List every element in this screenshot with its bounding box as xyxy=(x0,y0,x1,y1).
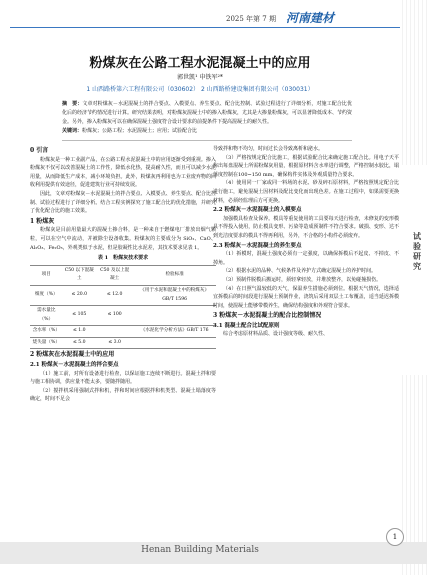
paragraph: （1）施工前，对所有设备进行检查，以保证施工连续不断进行。混凝土拌和要与施工相协调，供应量不能太多，要随拌随用。 xyxy=(30,370,216,386)
header-rule xyxy=(10,27,400,28)
table-cell xyxy=(96,326,133,338)
table-row xyxy=(30,306,216,326)
table-header-cell: 检验标准 xyxy=(133,265,216,285)
table-cell: 需水量比（%） xyxy=(30,306,63,326)
table-header-cell: C50 及以上混凝土 xyxy=(96,265,133,285)
issue-label: 2025 年第 7 期 xyxy=(226,15,276,23)
table-cell: 细度（%） xyxy=(30,285,63,305)
paragraph: （1）拆模时，混凝土强度必须有一定强度，以确保拆模后不起皮、不掉皮、不掉角。 xyxy=(213,251,399,266)
table-row xyxy=(30,337,216,349)
section-heading: 0 引言 xyxy=(30,147,49,154)
table-cell: ≤ 3.0 xyxy=(96,337,133,349)
journal-name: 河南建材 xyxy=(286,11,335,25)
table-cell: 含水率（%） xyxy=(30,326,63,338)
table-cell: ≤ 1.0 xyxy=(63,326,96,338)
paragraph: （3）严格按规定配合比施工，根据试验配合比来确定施工配合比。用电子天平称出每盘混凝土所需粉煤灰用量，根据原材料含水率进行调整，严格控制水胶比，塌落度控制在100~150 mm，确保构件实体及外观质量符合要求。 xyxy=(213,154,399,178)
footer-journal-name: Henan Building Materials xyxy=(141,545,259,555)
subsection-heading: 2.1 粉煤灰－水泥混凝土的拌合要点 xyxy=(30,362,119,369)
table-header-row xyxy=(30,265,216,285)
section-heading: 3 粉煤灰－水泥混凝土的配合比控制情况 xyxy=(213,312,322,320)
table-row xyxy=(30,285,216,305)
paragraph: （2）搅拌机采用强制式拌和机，拌和时间应根据拌和机类型、混凝土塌落度等确定，时间不足会 xyxy=(30,387,216,403)
table-header-cell: 项目 xyxy=(30,265,63,285)
tech-requirements-table xyxy=(30,265,216,350)
section-heading: 2 粉煤灰在水泥混凝土中的应用 xyxy=(30,351,115,359)
abstract xyxy=(62,100,352,127)
subsection-heading: 2.2 粉煤灰－水泥混凝土的入模要点 xyxy=(213,207,302,214)
table-cell: 烧失量（%） xyxy=(30,337,63,349)
table-row xyxy=(30,326,216,338)
paragraph: 粉煤灰是一种工业副产品，在公路工程水泥混凝土中的应用逐渐受到重视。掺入粉煤灰不仅可以改善混凝土的工作性，降低水化热，提高耐久性，而且可以减少水泥用量，从而降低生产成本，减小环境负担。此外，粉煤灰再利用也为工业废弃物的回收利用提供有效途径，促进建筑行业可持续发展。 xyxy=(30,156,216,189)
table-header-cell: C50 以下混凝土 xyxy=(63,265,96,285)
paragraph: 导致拌和物不均匀，时间过长会导致离析和泌水。 xyxy=(213,146,324,152)
side-tab-label: 试验研究 xyxy=(413,232,421,271)
keywords xyxy=(62,127,352,135)
table-cell: 《用于水泥和混凝土中的粉煤灰》GB/T 1596 xyxy=(133,285,216,305)
abstract-divider xyxy=(62,140,352,141)
section-heading: 1 粉煤灰 xyxy=(30,217,55,225)
table-cell: ≤ 20.0 xyxy=(63,285,96,305)
table-caption: 表 1 粉煤灰技术要求 xyxy=(97,255,149,262)
table-cell xyxy=(133,306,216,326)
paragraph: 综合考虑原材料品质、设计强度等级、耐久性、 xyxy=(223,331,329,338)
abstract-label: 摘 要： xyxy=(62,101,83,107)
paragraph: （3）预制件脱模后搬运时，须轻拿轻放，并堆放整齐，以免碰撞损伤。 xyxy=(223,276,382,283)
table-cell: ≤ 12.0 xyxy=(96,285,133,305)
table-cell: ≤ 5.0 xyxy=(63,337,96,349)
right-column xyxy=(213,145,399,339)
paragraph: （2）根据水泥的品种、气候条件及养护方式确定混凝土的养护时间。 xyxy=(223,268,377,275)
abstract-text: 文章对粉煤灰－水泥混凝土的拌合要点、入模要点、养生要点、配合比控制、试验过程进行了详细分析，对施工配合比优化后的经济节约情况进行计算。研究结果表明，对粉煤灰混凝土中的掺入粉煤灰，尤其是大掺量粉煤灰，可以显著降低成本、节约资金。另外，掺入粉煤灰可以在确保混凝土强度符合设计要求的前提条件下提高混凝土的耐久性。 xyxy=(62,101,353,125)
article-affiliations: 1 山西路桥第六工程有限公司（030602） 2 山西路桥建设集团有限公司（030031） xyxy=(86,86,314,93)
paragraph: 因此，文章对粉煤灰－水泥混凝土的拌合要点、入模要点、养生要点、配合比控制、试验过程进行了详细分析。结合工程实例探究了施工配合比的优化措施，并研究了优化配合比的施工效果。 xyxy=(30,190,216,215)
article-authors: 郭世凯¹ 申铁军²* xyxy=(177,74,223,81)
paragraph: 粉煤灰是目前用量最大的混凝土掺合料，是一种来自于燃煤电厂排放出烟气颗粒，可以在空气中流动，并被除尘设备收集。粉煤灰的主要成分为 SiO₂、CaO、Al₂O₃、Fe₂O₃，外观类似于水泥，但是胶凝性比水泥差，其技术要求见表 1。 xyxy=(30,227,216,251)
table-cell: ≤ 100 xyxy=(96,306,133,326)
subsection-heading: 2.3 粉煤灰－水泥混凝土的养生要点 xyxy=(213,242,302,249)
article-title: 粉煤灰在公路工程水泥混凝土中的应用 xyxy=(89,56,311,71)
table-cell: 《水泥化学分析方法》GB/T 176 xyxy=(133,326,216,338)
paragraph: （4）使用同一厂家或同一料场的水泥、砂及碎石原材料，严格按照规定配合比进行施工，避免混凝土因材料及配比变化而出现色差。在施工过程中，如果需要更换材料，必须经监理后方可更换。 xyxy=(213,180,399,204)
table-cell xyxy=(133,337,216,349)
keywords-label: 关键词： xyxy=(62,128,83,134)
subsection-heading: 3.1 混凝土配合比试配原则 xyxy=(213,322,280,329)
paragraph: 加强模具检查及保养。模具等重复使用的工具要每天进行检查，未修复的变形模具不得投入使用，防止模具变形、污染等造成预制件不符合要求。破损、变形、达不到光洁度要求的模具不得再利用，另外，不合格的小构件必须废弃。 xyxy=(213,215,399,239)
table-cell: ≤ 105 xyxy=(63,306,96,326)
keywords-text: 粉煤灰；公路工程；水泥混凝土；应用；试验配合比 xyxy=(82,128,198,134)
paragraph: （4）在日照气温较低的天气，保温养生措施必须到位。根据天气情况，选择适宜拆模后的时间段进行混凝土预制作业，浇筑后采用双层土工布覆盖，适当延迟拆模时间，使混凝土能够带模养生，确保结构强度和外观符合要求。 xyxy=(213,285,399,309)
left-column xyxy=(30,145,216,404)
page-number: 1 xyxy=(386,528,404,546)
